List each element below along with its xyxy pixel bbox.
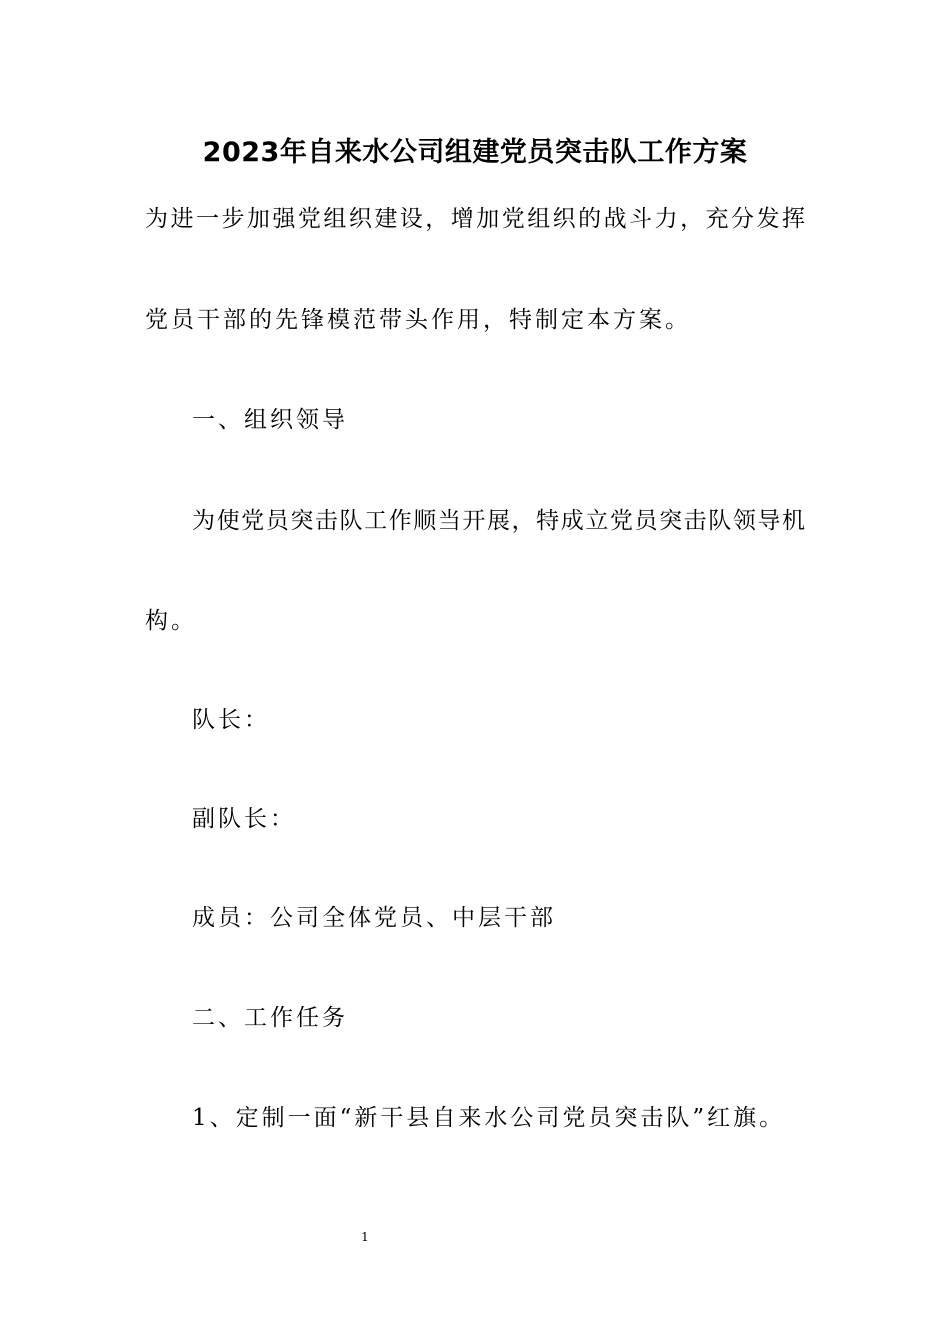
members-line: 成员：公司全体党员、中层干部 xyxy=(192,905,556,931)
section-heading-tasks: 二、工作任务 xyxy=(192,1005,348,1031)
paragraph-organization-line-2: 构。 xyxy=(145,608,197,634)
page-number: 1 xyxy=(361,1230,369,1244)
paragraph-intro-line-1: 为进一步加强党组织建设，增加党组织的战斗力，充分发挥 xyxy=(145,206,805,232)
task-item-1: 1、定制一面“新干县自来水公司党员突击队”红旗。 xyxy=(192,1105,786,1131)
paragraph-intro-line-2: 党员干部的先锋模范带头作用，特制定本方案。 xyxy=(145,307,691,333)
paragraph-organization-line-1: 为使党员突击队工作顺当开展，特成立党员突击队领导机 xyxy=(192,508,805,534)
vice-captain-line: 副队长： xyxy=(192,806,296,832)
section-heading-organization: 一、组织领导 xyxy=(192,407,348,433)
document-title: 2023年自来水公司组建党员突击队工作方案 xyxy=(202,137,748,168)
captain-line: 队长： xyxy=(192,707,270,733)
